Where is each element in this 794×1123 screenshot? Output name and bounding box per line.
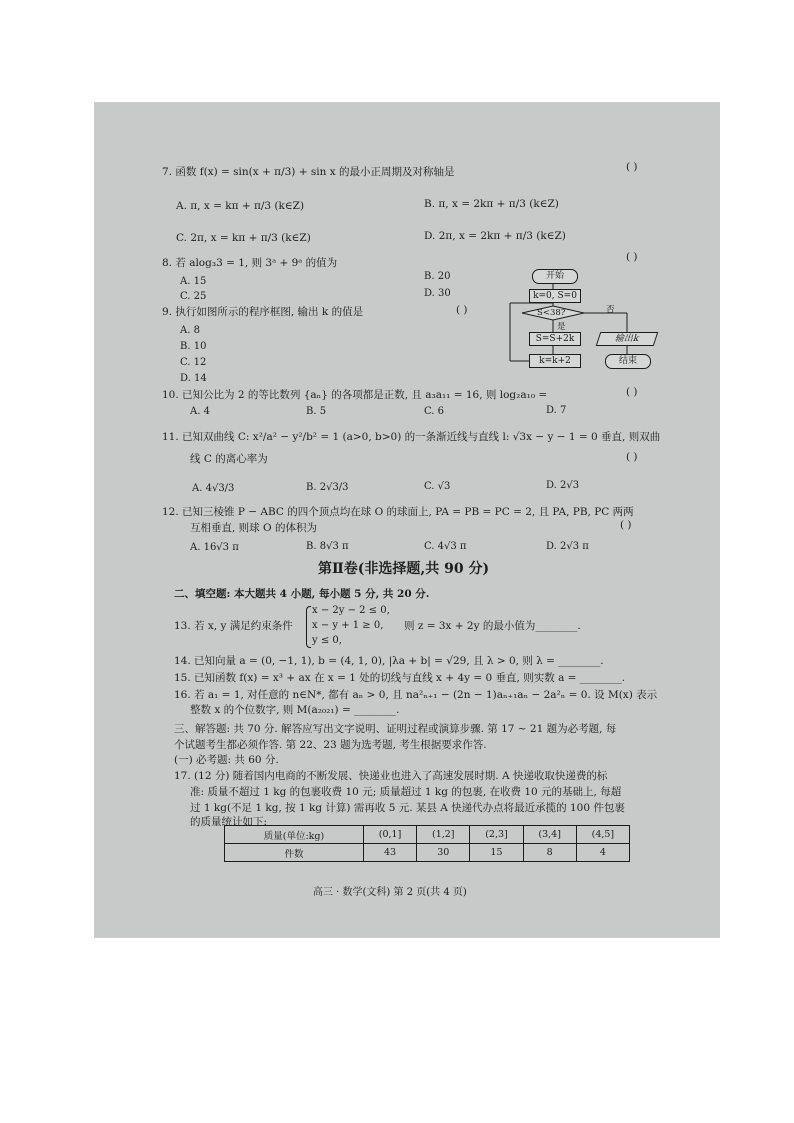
- flow-update: S=S+2k: [529, 332, 581, 346]
- q11-stem-line1: 11. 已知双曲线 C: x²/a² − y²/b² = 1 (a>0, b>0) 的一条渐近线与直线 l: √3x − y − 1 = 0 垂直, 则双曲: [162, 431, 661, 443]
- q17-table: [224, 825, 630, 862]
- q12-option-c: C. 4√3 π: [424, 541, 467, 552]
- q10-stem: 10. 已知公比为 2 的等比数列 {aₙ} 的各项都是正数, 且 a₃a₁₁ = 16, 则 log₂a₁₀ =: [162, 389, 548, 401]
- table-cell: 30: [417, 844, 470, 862]
- table-cell: (1,2]: [417, 826, 470, 844]
- q9-option-b: B. 10: [180, 341, 207, 352]
- q13-brace: [306, 606, 311, 648]
- table-cell: 4: [576, 844, 629, 862]
- table-cell: 43: [363, 844, 416, 862]
- section2-heading: 二、填空题: 本大题共 4 小题, 每小题 5 分, 共 20 分.: [174, 588, 430, 600]
- q8-option-c: C. 25: [180, 291, 207, 302]
- q13-constraint-3: y ≤ 0,: [312, 635, 342, 646]
- q13-constraint-2: x − y + 1 ≥ 0,: [312, 620, 384, 631]
- q8-option-d: D. 30: [424, 288, 451, 299]
- q8-paren: ( ): [626, 251, 638, 263]
- q17-line3: 过 1 kg(不足 1 kg, 按 1 kg 计算) 需再收 5 元. 某县 A 快递代办点将最近承揽的 100 件包裹: [190, 802, 625, 814]
- flow-init: k=0, S=0: [529, 289, 581, 303]
- q11-option-c: C. √3: [424, 481, 451, 492]
- q14: 14. 已知向量 a = (0, −1, 1), b = (4, 1, 0), |λa + b| = √29, 且 λ > 0, 则 λ = ________.: [174, 655, 604, 667]
- q11-paren: ( ): [626, 451, 638, 463]
- q7-option-c: C. 2π, x = kπ + π/3 (k∈Z): [176, 232, 311, 244]
- table-cell: (4,5]: [576, 826, 629, 844]
- q11-stem-line2: 线 C 的离心率为: [190, 453, 268, 465]
- q10-option-b: B. 5: [306, 406, 327, 417]
- table-cell: 8: [523, 844, 576, 862]
- table-header-count: 件数: [225, 844, 364, 862]
- q7-stem: 7. 函数 f(x) = sin(x + π/3) + sin x 的最小正周期及对称轴是: [162, 166, 455, 178]
- table-cell: (0,1]: [363, 826, 416, 844]
- flow-condition: S<38?: [537, 308, 566, 318]
- table-row: [225, 826, 630, 844]
- q11-option-d: D. 2√3: [546, 480, 580, 491]
- q7-paren: ( ): [626, 161, 638, 173]
- section3-line2: 个试题考生都必须作答. 第 22、23 题为选考题, 考生根据要求作答.: [174, 739, 487, 751]
- q9-paren: ( ): [456, 304, 468, 316]
- q7-option-a: A. π, x = kπ + π/3 (k∈Z): [176, 200, 305, 212]
- q7-option-b: B. π, x = 2kπ + π/3 (k∈Z): [424, 198, 559, 210]
- q7-option-d: D. 2π, x = 2kπ + π/3 (k∈Z): [424, 230, 566, 242]
- q16-line2: 整数 x 的个位数字, 则 M(a₂₀₂₁) = ________.: [190, 704, 400, 716]
- flow-output: 输出k: [596, 332, 659, 346]
- q8-option-b: B. 20: [424, 271, 451, 282]
- flow-no-label: 否: [606, 305, 615, 315]
- q12-paren: ( ): [620, 519, 632, 531]
- table-cell: (3,4]: [523, 826, 576, 844]
- q13-constraint-1: x − 2y − 2 ≤ 0,: [312, 605, 390, 616]
- q12-option-b: B. 8√3 π: [306, 541, 349, 552]
- q11-option-b: B. 2√3/3: [306, 482, 349, 493]
- q17-line4: 的质量统计如下:: [190, 816, 268, 828]
- table-cell: 15: [470, 844, 523, 862]
- section3-line1: 三、解答题: 共 70 分. 解答应写出文字说明、证明过程或演算步骤. 第 17 ~ 21 题为必考题, 每: [174, 723, 617, 735]
- q12-option-d: D. 2√3 π: [546, 541, 589, 552]
- q10-option-a: A. 4: [190, 406, 210, 417]
- q9-stem: 9. 执行如图所示的程序框图, 输出 k 的值是: [162, 306, 364, 318]
- q10-option-c: C. 6: [424, 406, 445, 417]
- q9-option-d: D. 14: [180, 373, 207, 384]
- page-footer: 高三 · 数学(文科) 第 2 页(共 4 页): [313, 887, 467, 898]
- table-row: [225, 844, 630, 862]
- q17-line2: 准: 质量不超过 1 kg 的包裹收费 10 元; 质量超过 1 kg 的包裹, 在收费 10 元的基础上, 每超: [190, 786, 622, 798]
- q10-option-d: D. 7: [546, 405, 567, 416]
- q10-paren: ( ): [626, 386, 638, 398]
- q8-option-a: A. 15: [180, 276, 207, 287]
- q12-stem-line2: 互相垂直, 则球 O 的体积为: [190, 522, 317, 534]
- q12-stem-line1: 12. 已知三棱锥 P − ABC 的四个顶点均在球 O 的球面上, PA = PB = PC = 2, 且 PA, PB, PC 两两: [162, 506, 634, 518]
- flow-end: 结束: [605, 354, 651, 369]
- q16-line1: 16. 若 a₁ = 1, 对任意的 n∈N*, 都有 aₙ > 0, 且 na²ₙ₊₁ − (2n − 1)aₙ₊₁aₙ − 2a²ₙ = 0. 设 M(x) 表示: [174, 689, 658, 701]
- flow-increment: k=k+2: [529, 354, 581, 368]
- q17-line1: 17. (12 分) 随着国内电商的不断发展、快递业也进入了高速发展时期. A 快递收取快递费的标: [174, 770, 608, 782]
- q13-prefix: 13. 若 x, y 满足约束条件: [174, 620, 293, 632]
- table-cell: (2,3]: [470, 826, 523, 844]
- required-heading: (一) 必考题: 共 60 分.: [174, 754, 279, 766]
- q9-option-c: C. 12: [180, 357, 207, 368]
- q15: 15. 已知函数 f(x) = x³ + ax 在 x = 1 处的切线与直线 x + 4y = 0 垂直, 则实数 a = ________.: [174, 672, 626, 684]
- q12-option-a: A. 16√3 π: [190, 542, 239, 553]
- part2-title: 第Ⅱ卷(非选择题,共 90 分): [318, 561, 490, 577]
- table-header-weight: 质量(单位:kg): [225, 826, 364, 844]
- flow-yes-label: 是: [557, 322, 566, 332]
- q11-option-a: A. 4√3/3: [192, 483, 235, 494]
- q13-suffix: 则 z = 3x + 2y 的最小值为________.: [404, 620, 581, 632]
- flow-start: 开始: [532, 269, 578, 284]
- q9-option-a: A. 8: [180, 325, 200, 336]
- q8-stem: 8. 若 alog₃3 = 1, 则 3ᵃ + 9ᵃ 的值为: [162, 257, 338, 269]
